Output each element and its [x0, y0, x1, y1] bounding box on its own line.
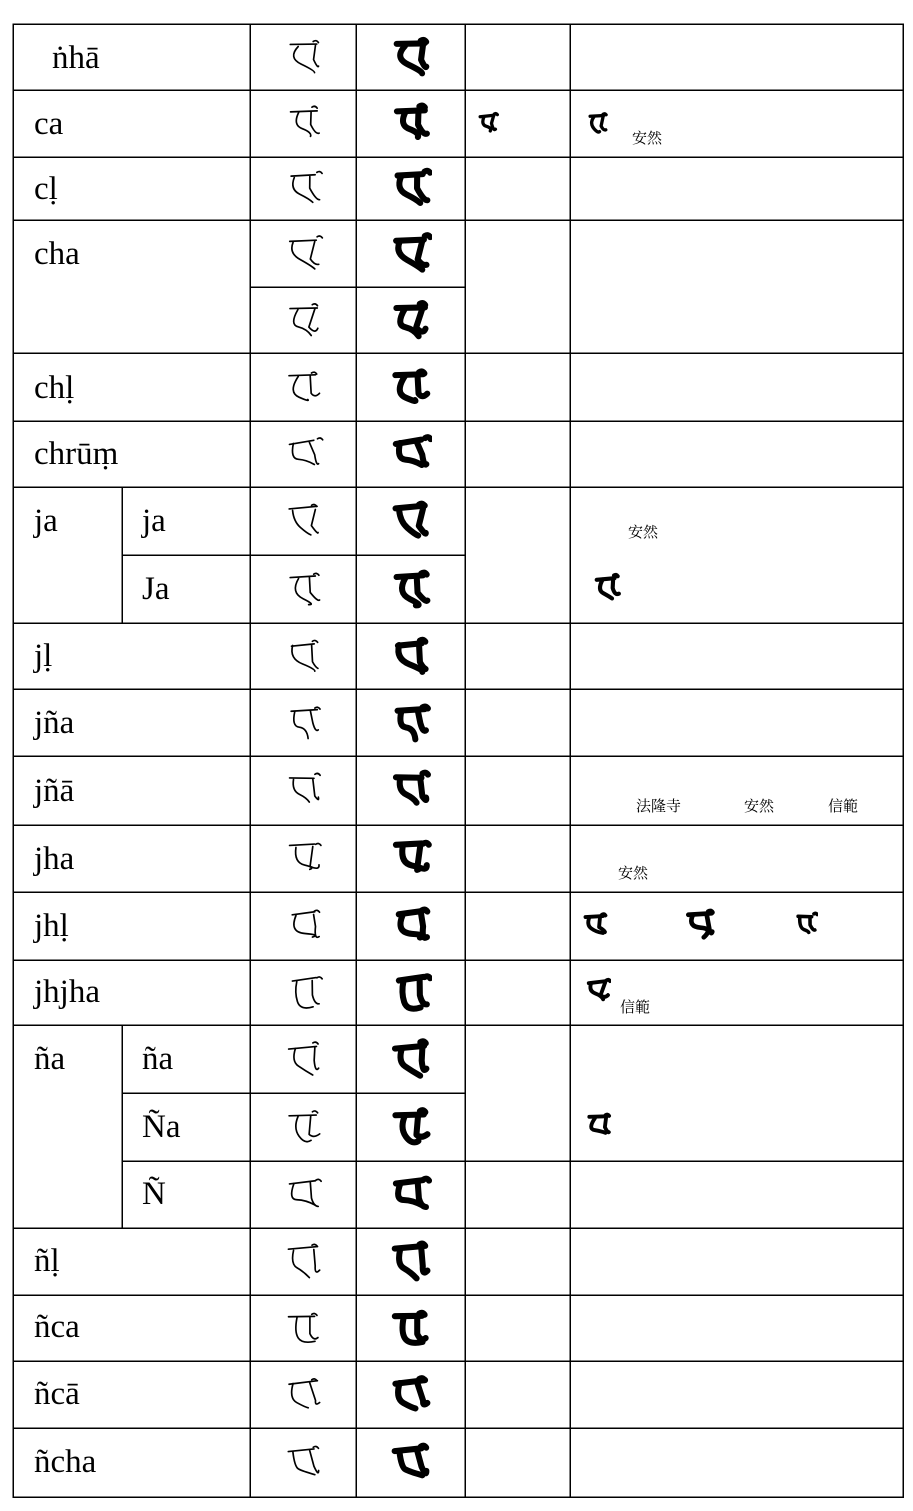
siddham-bold-glyph: [388, 1037, 432, 1081]
siddham-bold-glyph: [388, 700, 432, 744]
source-note: 安然: [632, 129, 663, 147]
source-note: 安然: [618, 864, 649, 882]
row-label: chḷ: [34, 370, 75, 406]
row-label: ja: [34, 503, 58, 539]
row-label: ñcā: [34, 1376, 80, 1412]
row-sublabel: ña: [142, 1041, 174, 1077]
row-label: ña: [34, 1041, 66, 1077]
siddham-outline-glyph: [282, 1038, 324, 1080]
row-label: jhjha: [34, 974, 100, 1010]
siddham-bold-glyph: [388, 1172, 432, 1216]
siddham-bold-glyph: [388, 365, 432, 409]
source-note: 信範: [620, 998, 651, 1016]
siddham-bold-glyph: [683, 907, 717, 941]
siddham-bold-glyph: [388, 836, 432, 880]
siddham-bold-glyph: [388, 166, 432, 210]
row-label: cha: [34, 236, 80, 272]
row-label: jña: [34, 705, 75, 741]
siddham-bold-glyph: [388, 432, 432, 476]
row-sublabel: Ña: [142, 1109, 181, 1145]
row-label: jhḷ: [34, 908, 69, 944]
siddham-outline-glyph: [282, 299, 324, 341]
siddham-bold-glyph: [388, 567, 432, 611]
siddham-bold-glyph: [584, 1111, 612, 1139]
siddham-bold-glyph: [388, 101, 432, 145]
row-label: jñā: [34, 773, 75, 809]
siddham-outline-glyph: [282, 1106, 324, 1148]
siddham-bold-glyph: [475, 111, 499, 135]
siddham-bold-glyph: [388, 1105, 432, 1149]
siddham-bold-glyph: [581, 910, 609, 938]
siddham-bold-glyph: [792, 911, 818, 937]
siddham-bold-glyph: [388, 298, 432, 342]
row-label: jha: [34, 841, 75, 877]
siddham-bold-glyph: [388, 1306, 432, 1350]
siddham-outline-glyph: [282, 167, 324, 209]
siddham-outline-glyph: [282, 837, 324, 879]
siddham-outline-glyph: [282, 36, 324, 78]
siddham-outline-glyph: [282, 1173, 324, 1215]
row-label: ñcha: [34, 1444, 97, 1480]
row-label: ñḷ: [34, 1243, 60, 1279]
siddham-outline-glyph: [282, 500, 324, 542]
siddham-outline-glyph: [282, 971, 324, 1013]
siddham-bold-glyph: [585, 111, 609, 135]
siddham-bold-glyph: [388, 35, 432, 79]
siddham-outline-glyph: [282, 366, 324, 408]
row-label: ca: [34, 106, 64, 142]
siddham-outline-glyph: [282, 1240, 324, 1282]
siddham-bold-glyph: [388, 634, 432, 678]
row-label: chrūṃ: [34, 436, 119, 472]
siddham-bold-glyph: [388, 904, 432, 948]
siddham-outline-glyph: [282, 433, 324, 475]
siddham-bold-glyph: [388, 970, 432, 1014]
siddham-outline-glyph: [282, 701, 324, 743]
source-note: 信範: [828, 797, 859, 815]
siddham-bold-glyph: [592, 572, 622, 602]
siddham-outline-glyph: [282, 1373, 324, 1415]
siddham-bold-glyph: [388, 499, 432, 543]
siddham-outline-glyph: [282, 1441, 324, 1483]
source-note: 安然: [744, 797, 775, 815]
siddham-outline-glyph: [282, 1307, 324, 1349]
siddham-outline-glyph: [282, 769, 324, 811]
row-sublabel: ja: [142, 503, 166, 539]
row-label: jḷ: [34, 638, 53, 674]
siddham-bold-glyph: [388, 768, 432, 812]
row-label: cḷ: [34, 171, 58, 207]
siddham-outline-glyph: [282, 568, 324, 610]
row-sublabel: Ñ: [142, 1176, 166, 1212]
siddham-bold-glyph: [388, 1372, 432, 1416]
source-note: 法隆寺: [636, 797, 682, 815]
siddham-bold-glyph: [583, 976, 611, 1004]
source-note: 安然: [628, 523, 659, 541]
siddham-outline-glyph: [282, 635, 324, 677]
siddham-bold-glyph: [388, 1239, 432, 1283]
siddham-bold-glyph: [388, 231, 432, 275]
siddham-outline-glyph: [282, 102, 324, 144]
row-label: ṅhā: [52, 40, 100, 76]
row-label: ñca: [34, 1309, 80, 1345]
siddham-outline-glyph: [282, 232, 324, 274]
siddham-outline-glyph: [282, 905, 324, 947]
row-sublabel: Ja: [142, 571, 170, 607]
siddham-bold-glyph: [388, 1440, 432, 1484]
